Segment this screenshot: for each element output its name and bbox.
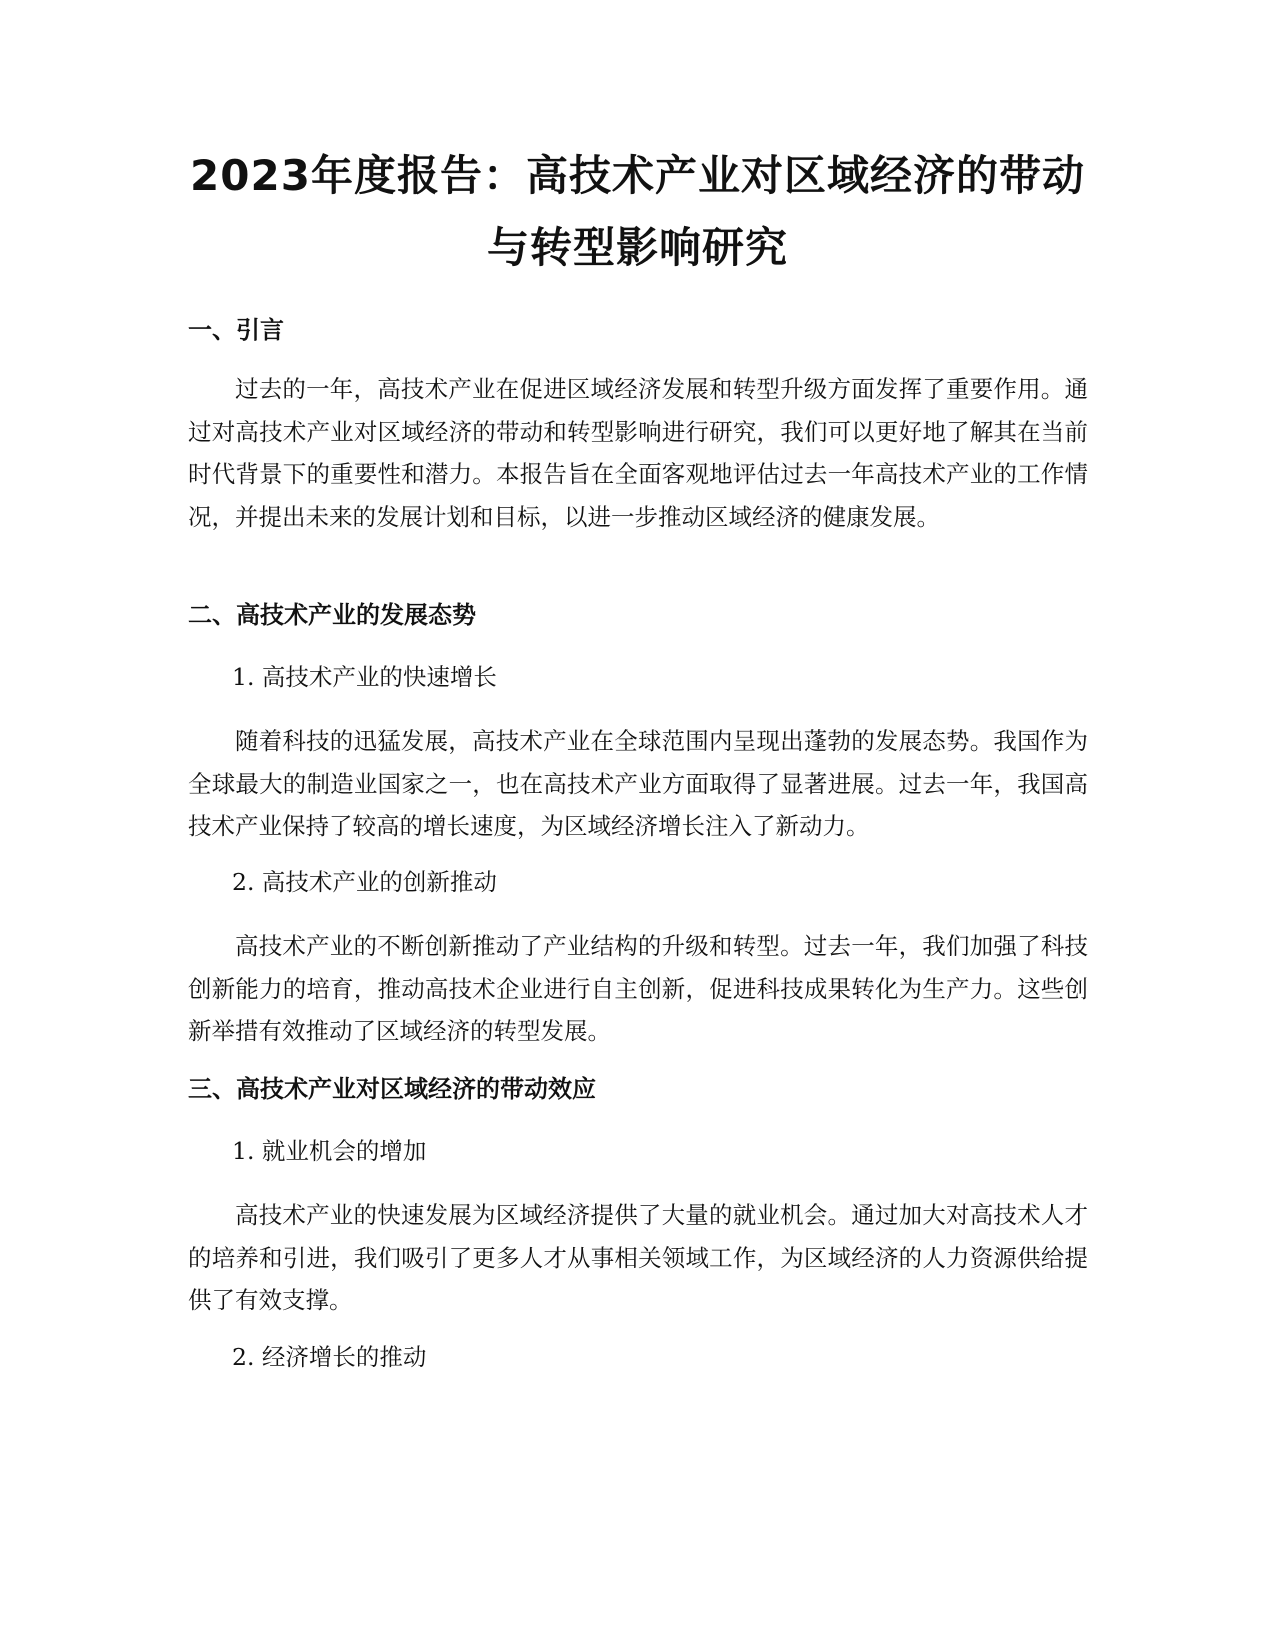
subsection-title-employment: 1. 就业机会的增加: [232, 1137, 427, 1165]
subsection-title-innovation: 2. 高技术产业的创新推动: [232, 868, 497, 896]
subsection-title-rapid-growth: 1. 高技术产业的快速增长: [232, 663, 497, 691]
rapid-growth-paragraph: 随着科技的迅猛发展，高技术产业在全球范围内呈现出蓬勃的发展态势。我国作为全球最大的制造业国家之一，也在高技术产业方面取得了显著进展。过去一年，我国高技术产业保持了较高的增长速度，为区域经济增长注入了新动力。: [188, 727, 1088, 840]
subsection-title-economic-growth: 2. 经济增长的推动: [232, 1343, 427, 1371]
introduction-paragraph: 过去的一年，高技术产业在促进区域经济发展和转型升级方面发挥了重要作用。通过对高技术产业对区域经济的带动和转型影响进行研究，我们可以更好地了解其在当前时代背景下的重要性和潜力。本报告旨在全面客观地评估过去一年高技术产业的工作情况，并提出未来的发展计划和目标，以进一步推动区域经济的健康发展。: [188, 375, 1088, 531]
innovation-paragraph: 高技术产业的不断创新推动了产业结构的升级和转型。过去一年，我们加强了科技创新能力的培育，推动高技术企业进行自主创新，促进科技成果转化为生产力。这些创新举措有效推动了区域经济的转型发展。: [188, 932, 1088, 1045]
section-heading-development-trend: 二、高技术产业的发展态势: [188, 601, 476, 629]
employment-paragraph: 高技术产业的快速发展为区域经济提供了大量的就业机会。通过加大对高技术人才的培养和引进，我们吸引了更多人才从事相关领域工作，为区域经济的人力资源供给提供了有效支撑。: [188, 1201, 1088, 1314]
section-heading-driving-effect: 三、高技术产业对区域经济的带动效应: [188, 1075, 596, 1103]
section-heading-introduction: 一、引言: [188, 316, 284, 344]
document-title: 2023年度报告：高技术产业对区域经济的带动与转型影响研究: [190, 151, 1085, 272]
